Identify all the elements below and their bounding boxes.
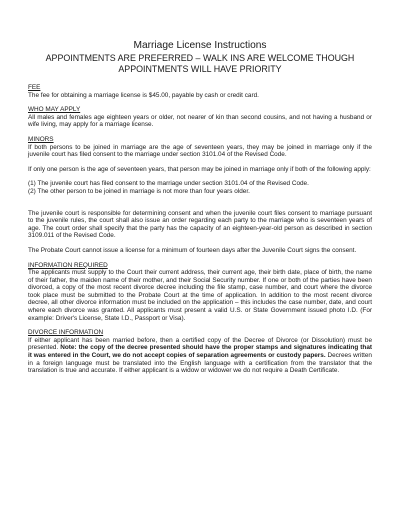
divorce-text-after: Decrees written in a foreign language must be translated into the English language with a certification from the translator that the translation is true and accurate. If either applicant is a widow or widower we do not require a Death Certificate.: [28, 352, 372, 375]
fee-section: [28, 84, 372, 99]
divorce-information-text: [28, 337, 372, 375]
information-required-text: The applicants must supply to the Court their current address, their current age, their birth date, place of birth, the name of their father, the maiden name of their mother, and their Social Security number. If one or both of the parties have been divorced, a copy of the most recent divorce decree including the file stamp, case number, and court where the divorce took place must be submitted to the Probate Court at the time of application. In addition to the most recent divorce decree, all other divorce information must be included on the application – this includes the case number, date, and court where each divorce was granted. All applicants must present a valid U.S. or State Government issued photo I.D. (For example: Driver's License, State I.D., Passport or Visa).: [28, 269, 372, 322]
divorce-text-before: If either applicant has been married before, then a certified copy of the Decree of Divorce (or Dissolution) must be presented.: [28, 336, 372, 352]
minors-condition-1: (1) The juvenile court has filed consent to the marriage under section 3101.04 of the Revised Code.: [28, 180, 309, 188]
fee-heading: FEE: [28, 84, 41, 91]
minors-paragraph-2: If only one person is the age of seventeen years, that person may be joined in marriage only if both of the following apply:: [28, 165, 371, 173]
who-may-apply-section: [28, 106, 372, 129]
minors-section: [28, 136, 372, 255]
minors-paragraph-1: If both persons to be joined in marriage are the age of seventeen years, they may be joined in marriage only if the juvenile court has filed consent to the marriage under section 3101.04 of the Revised Code.: [28, 143, 372, 159]
information-required-section: [28, 262, 372, 323]
banner-line-1: APPOINTMENTS ARE PREFERRED – WALK INS ARE WELCOME THOUGH: [45, 53, 355, 63]
appointments-banner: [28, 53, 372, 74]
who-may-apply-heading: WHO MAY APPLY: [28, 106, 81, 114]
divorce-note: Note: the copy of the decree presented should have the proper stamps and signatures indicating that it was entered in the Court, we do not accept copies of separation agreements or custody papers.: [28, 344, 372, 360]
banner-line-2: APPOINTMENTS WILL HAVE PRIORITY: [118, 63, 282, 74]
page-title: Marriage License Instructions: [133, 40, 267, 51]
who-may-apply-text: All males and females age eighteen years or older, not nearer of kin than second cousins, and not having a husband or wife living, may apply for a marriage license.: [28, 113, 372, 129]
minors-condition-2: (2) The other person to be joined in marriage is not more than four years older.: [28, 187, 250, 195]
divorce-information-section: [28, 329, 372, 375]
minors-heading: MINORS: [28, 135, 54, 143]
information-required-heading: INFORMATION REQUIRED: [28, 261, 108, 269]
minors-paragraph-4: The Probate Court cannot issue a license for a minimum of fourteen days after the Juvenile Court signs the consent.: [28, 246, 357, 254]
fee-text: The fee for obtaining a marriage license is $45.00, payable by cash or credit card.: [28, 91, 259, 99]
divorce-information-heading: DIVORCE INFORMATION: [28, 329, 104, 337]
minors-paragraph-3: The juvenile court is responsible for determining consent and when the juvenile court files consent to marriage pursuant to the juvenile rules, the court shall also issue an order regarding each party to the marriage who is seventeen years of age. The court order shall specify that the party has the capacity of an eighteen-year-old person as described in section 3109.011 of the Revised Code.: [28, 209, 372, 240]
